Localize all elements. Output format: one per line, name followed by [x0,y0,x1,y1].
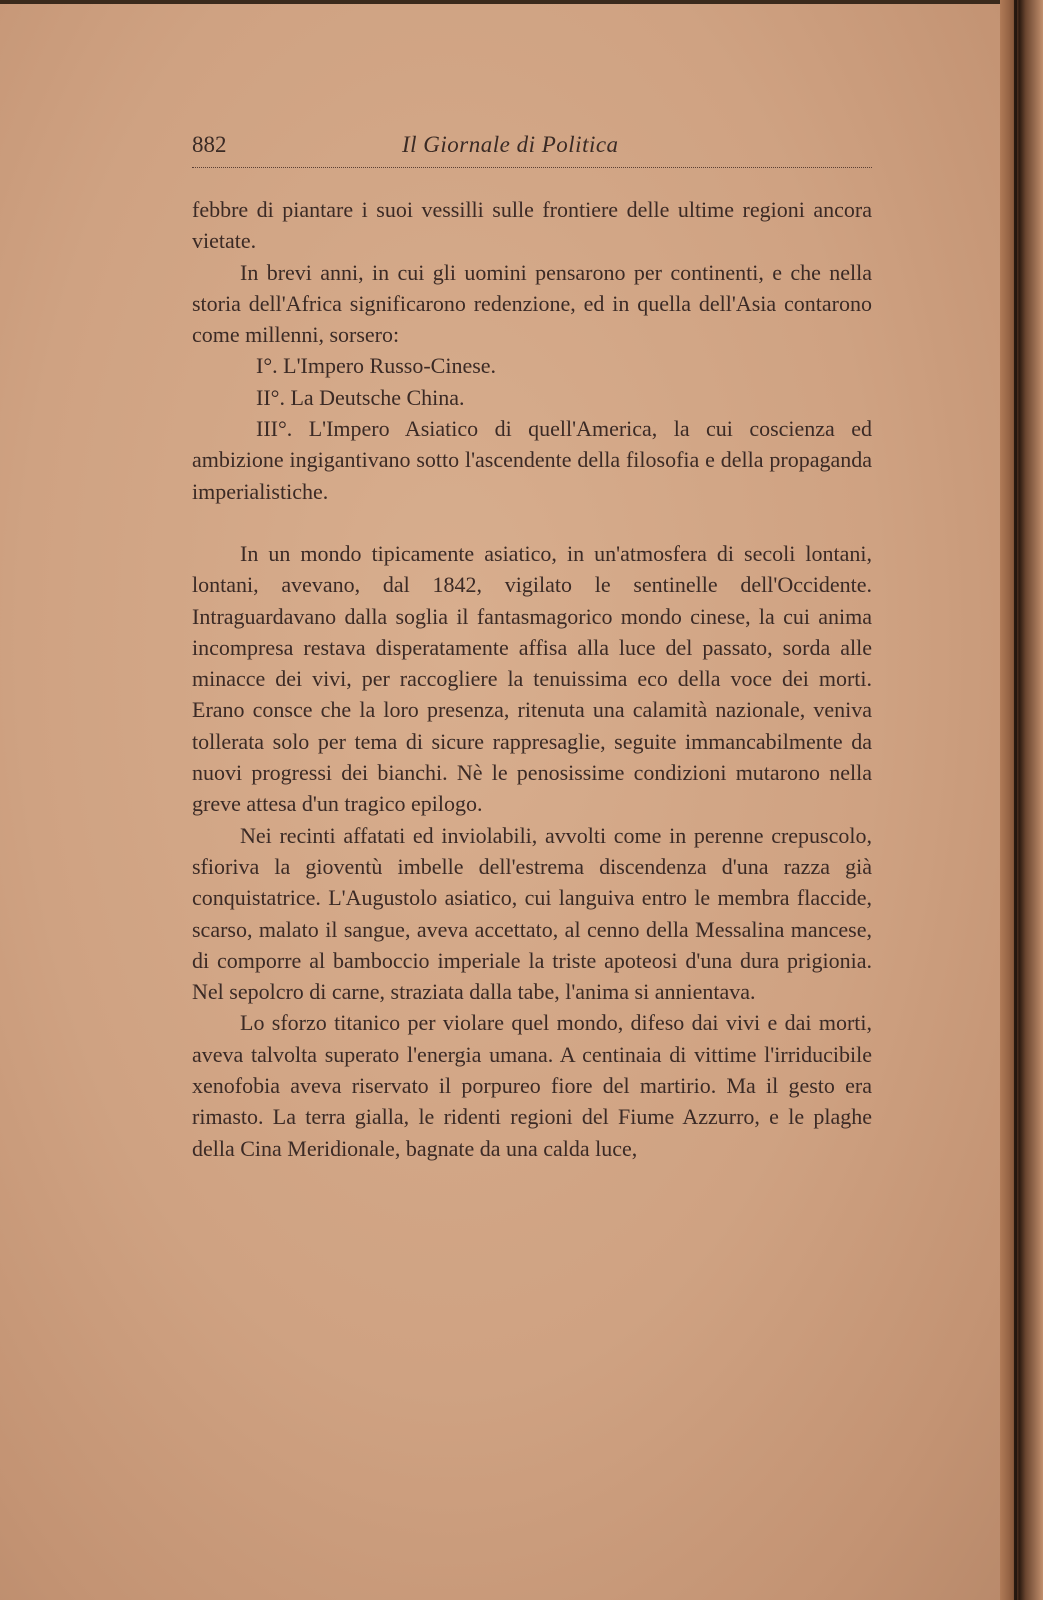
paragraph: Nei recinti affatati ed inviolabili, avvolti come in perenne crepuscolo, sfioriva la gioventù imbelle dell'estrema discendenza d'una razza già conquistatrice. L'Augustolo asiatico, cui languiva entro le membra flaccide, scarso, malato il sangue, aveva accettato, al cenno della Messalina mancese, di comporre al bamboccio imperiale la triste apoteosi d'una dura prigionia. Nel sepolcro di carne, straziata dalla tabe, l'anima si annientava. [192,822,872,1005]
binding-edge [1014,0,1017,1600]
body-text [192,194,872,1164]
list-item: II°. La Deutsche China. [256,384,465,410]
paragraph: Lo sforzo titanico per violare quel mondo, difeso dai vivi e dai morti, aveva talvolta superato l'energia umana. A centinaia di vittime l'irriducibile xenofobia aveva riservato il porpureo fiore del martirio. Ma il gesto era rimasto. La terra gialla, le ridenti regioni del Fiume Azzurro, e le plaghe della Cina Meridionale, bagnate da una calda luce, [192,1010,872,1161]
header-rule [192,167,872,168]
list-item: I°. L'Impero Russo-Cinese. [256,353,497,379]
running-head [192,128,872,168]
paragraph: In brevi anni, in cui gli uomini pensarono per continenti, e che nella storia dell'Africa significarono redenzione, ed in quella dell'Asia contarono come millenni, sorsero: [192,259,872,348]
list-item: III°. L'Impero Asiatico di quell'America, la cui coscienza ed ambizione ingigantivano sotto l'ascendente della filosofia e della propaganda imperialistiche. [192,416,872,504]
book-page [0,4,1000,1600]
paragraph: febbre di piantare i suoi vessilli sulle frontiere delle ultime regioni ancora vietate. [192,197,872,254]
journal-title: Il Giornale di Politica [402,132,619,157]
page-number: 882 [192,132,227,157]
paragraph: In un mondo tipicamente asiatico, in un'atmosfera di secoli lontani, lontani, avevano, dal 1842, vigilato le sentinelle dell'Occidente. Intraguardavano dalla soglia il fantasmagorico mondo cinese, la cui anima incompresa restava disperatamente affisa alla luce del passato, sorda alle minacce dei vivi, per raccogliere la tenuissima eco della voce dei morti. Erano consce che la loro presenza, ritenuta una calamità nazionale, veniva tollerata solo per tema di sicure rappresaglie, seguite immancabilmente da nuovi progressi dei bianchi. Nè le penosissime condizioni mutarono nella greve attesa d'un tragico epilogo. [192,540,872,817]
page-edge-shadow [1000,0,1043,1600]
